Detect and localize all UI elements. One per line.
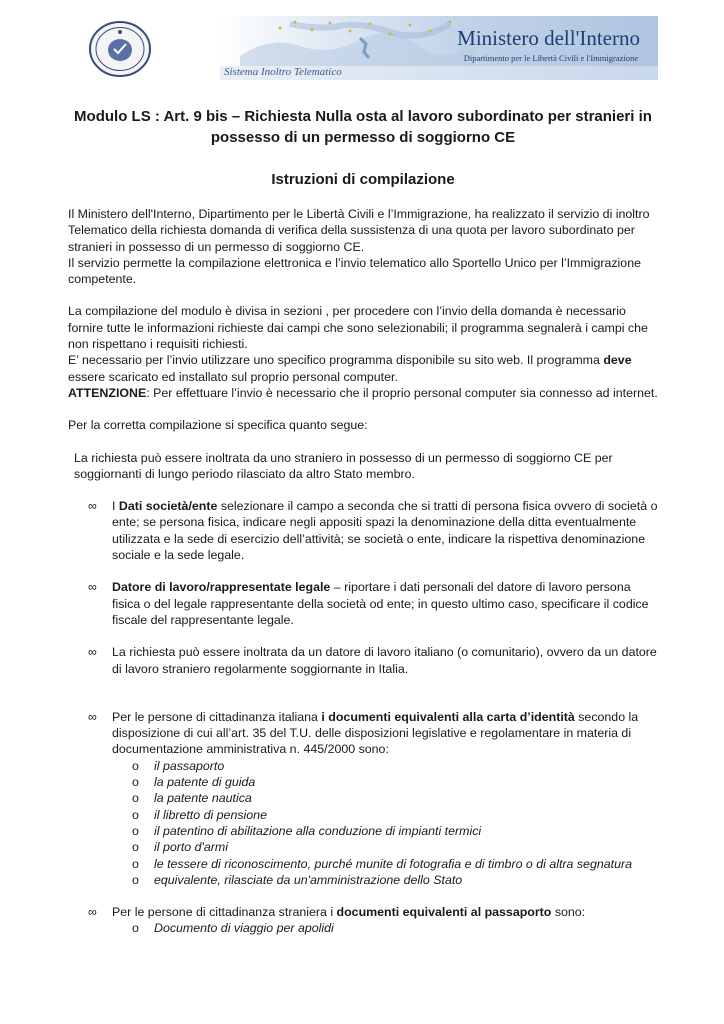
list-item: o la patente nautica xyxy=(132,791,252,806)
department-name: Dipartimento per le Libertà Civili e l'Immigrazione xyxy=(463,53,638,63)
note-paragraph: La richiesta può essere inoltrata da uno straniero in possesso di un permesso di soggiorno CE per soggiornanti di lungo periodo rilasciato da altro Stato membro. xyxy=(74,450,613,481)
bullet-icon: ∞ xyxy=(88,709,97,724)
bullet-icon: ∞ xyxy=(88,905,97,920)
list-item: ∞ Per le persone di cittadinanza straniera i documenti equivalenti al passaporto sono: o Documento di viaggio per apolidi xyxy=(68,904,660,937)
compile-paragraph-2: E’ necessario per l’invio utilizzare uno specifico programma disponibile su sito web. Il programma deve essere scaricato ed installato sul proprio personal computer. xyxy=(68,353,632,384)
list-item: o il porto d'armi xyxy=(132,840,228,855)
list-item: ∞ La richiesta può essere inoltrata da un datore di lavoro italiano (o comunitario), ovvero da un datore di lavoro straniero regolarmente soggiornante in Italia. xyxy=(88,645,657,676)
compile-paragraph-1: La compilazione del modulo è divisa in sezioni , per procedere con l’invio della domanda è necessario fornire tutte le informazioni richieste dai campi che sono selezionabili; il programma segnalerà i campi che non rispettano i requisiti richiesti. xyxy=(68,304,648,352)
bullet-icon: ∞ xyxy=(88,645,97,660)
ministry-name: Ministero dell'Interno xyxy=(457,26,640,50)
document-subtitle: Istruzioni di compilazione xyxy=(271,171,455,188)
list-item: o il libretto di pensione xyxy=(132,807,267,822)
document-title: Modulo LS : Art. 9 bis – Richiesta Nulla osta al lavoro subordinato per stranieri in possesso di un permesso di soggiorno CE xyxy=(74,108,652,146)
ministry-banner xyxy=(220,16,658,66)
list-item: o le tessere di riconoscimento, purché munite di fotografia e di timbro o di altra segnatura xyxy=(132,856,632,871)
list-item: o Documento di viaggio per apolidi xyxy=(132,921,334,936)
list-item: ∞ Per le persone di cittadinanza italiana i documenti equivalenti alla carta d’identità secondo la disposizione di cui all’art. 35 del T.U. delle disposizioni legislative e regolamentare in materia di documentazione amministrativa n. 445/2000 sono: o il passaporto o la patente di guida o la patente nautica o il libretto di pensione o il patentino di abilitazione alla conduzione di impianti termici o il porto d'armi o le tessere di riconoscimento, purché munite di fotografia e di timbro o di altra segnatura o equivalente, rilasciate da un'amministrazione dello Stato xyxy=(68,709,660,888)
spec-intro: Per la corretta compilazione si specifica quanto segue: xyxy=(68,418,368,433)
list-item: o il passaporto xyxy=(132,758,225,773)
foreign-docs-list xyxy=(112,920,660,936)
intro-paragraph-1: Il Ministero dell'Interno, Dipartimento per le Libertà Civili e l’Immigrazione, ha realizzato il servizio di inoltro Telematico della richiesta domanda di verifica della sussistenza di una quota per lavoro subordinato per stranieri in possesso di un permesso di soggiorno CE. xyxy=(68,207,650,254)
bullet-icon: ∞ xyxy=(88,580,97,595)
bullet-icon: ∞ xyxy=(88,499,97,514)
document-body xyxy=(68,206,660,937)
list-item: o equivalente, rilasciate da un'amministrazione dello Stato xyxy=(132,872,463,887)
list-item: o la patente di guida xyxy=(132,775,256,790)
system-name: Sistema Inoltro Telematico xyxy=(224,66,342,78)
page-header xyxy=(78,14,658,82)
list-item: o il patentino di abilitazione alla conduzione di impianti termici xyxy=(132,823,482,838)
intro-paragraph-2: Il servizio permette la compilazione elettronica e l’invio telematico allo Sportello Unico per l’Immigrazione competente. xyxy=(68,255,641,287)
italian-docs-list xyxy=(112,758,660,888)
europe-map-icon xyxy=(220,16,480,66)
attention-paragraph: ATTENZIONE: Per effettuare l’invio è necessario che il proprio personal computer sia connesso ad internet. xyxy=(68,385,658,400)
list-item: ∞ I Dati società/ente selezionare il campo a seconda che si tratti di persona fisica ovvero di società o ente; se persona fisica, indicare negli appositi spazi la denominazione della ditta eventualmente utilizzata e la sede di esercizio dell’attività; se società o ente, indicare la rispettiva denominazione sociale e la sede legale. xyxy=(88,499,658,563)
list-item: ∞ Datore di lavoro/rappresentate legale – riportare i dati personali del datore di lavoro persona fisica o del legale rappresentante della società od ente; in questo ultimo caso, specificare il codice fiscale del rappresentante legale. xyxy=(88,580,649,627)
attention-label: ATTENZIONE xyxy=(68,385,147,400)
ministry-seal-icon xyxy=(88,20,152,78)
system-bar xyxy=(220,66,658,80)
instruction-list xyxy=(68,498,660,937)
